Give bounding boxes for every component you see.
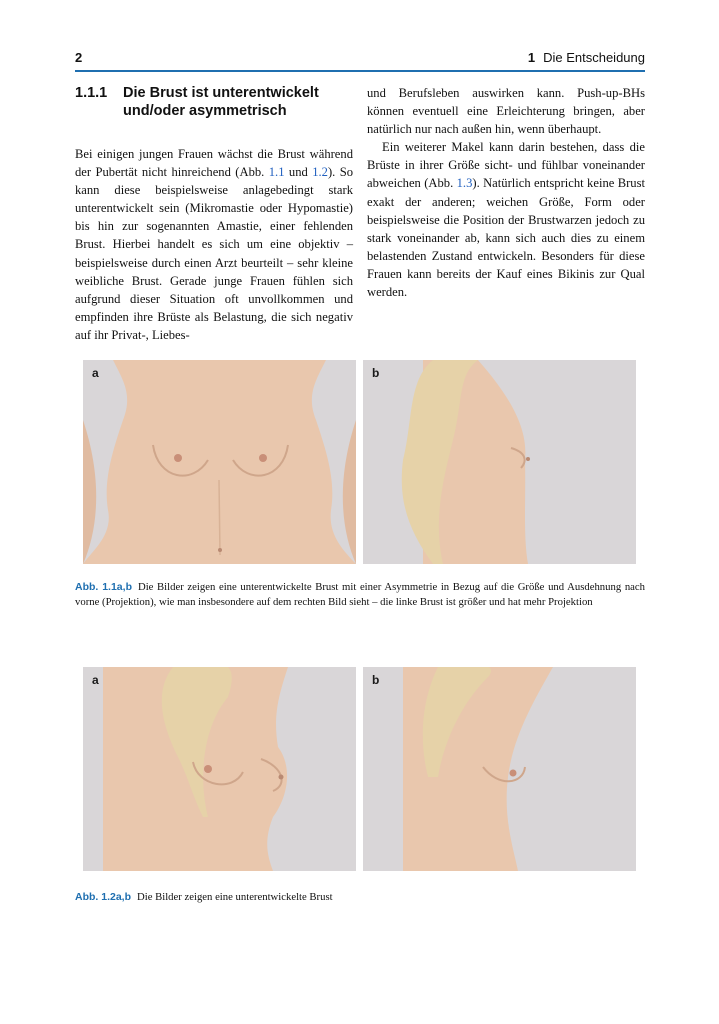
panel-label-b: b [372, 366, 380, 380]
photo-1-1a-frontal [83, 360, 356, 564]
figure-link-1-2[interactable]: 1.2 [312, 165, 328, 180]
section-heading [75, 84, 353, 120]
caption-1-2 [75, 890, 645, 905]
figure-link-1-3[interactable]: 1.3 [456, 176, 473, 191]
chapter-number: 1 [527, 50, 536, 65]
photo-1-1b-profile [363, 360, 636, 564]
caption-text: Die Bilder zeigen eine unterentwickelte Brust [137, 891, 333, 903]
left-text-column [75, 84, 353, 344]
figure-link-1-1[interactable]: 1.1 [268, 165, 285, 180]
paragraph-2: Ein weiterer Makel kann darin bestehen, dass die Brüste in ihrer Größe sicht- und fühlbar voneinander abweichen (Abb. 1.3). Natürlich entspricht keine Brust exakt der anderen; weichen Größe, Form oder beispielsweise die Position der Brustwarzen jedoch zu stark voneinander ab, kann sich auch dies zu einem belastenden Zustand entwickeln. Besonders für diese Frauen kann bereits der Kauf eines Bikinis zur Qual werden. [367, 140, 645, 300]
section-title: Die Brust ist unterentwickelt und/oder asymmetrisch [123, 85, 319, 119]
panel-label-a: a [92, 366, 99, 380]
paragraph-1: Bei einigen jungen Frauen wächst die Brust während der Pubertät nicht hinreichend (Abb. 1.1 und 1.2). So kann diese beispielsweise anlagebedingt stark unterentwickelt sein (Mikromastie oder Hypomastie) bis hin zur sogenannten Amastie, einer fehlenden Brust. Hierbei handelt es sich um eine objektiv – beispielsweise durch einen Arzt beurteilt – sehr kleine weibliche Brust. Gerade junge Frauen fühlen sich aufgrund dieser Situation oft unvollkommen und empfinden ihre Brüste als Belastung, die sich negativ auf ihr Privat-, Liebes- [75, 147, 354, 342]
page-number: 2 [75, 50, 83, 65]
figure-1-2 [83, 667, 636, 871]
photo-1-2a-oblique [83, 667, 356, 871]
page-header [75, 50, 645, 70]
section-number: 1.1.1 [75, 85, 108, 101]
caption-1-1 [75, 580, 645, 611]
right-text-column [367, 84, 645, 301]
caption-label: Abb. 1.2a,b [75, 891, 132, 903]
panel-label-b: b [372, 673, 380, 687]
running-head [528, 50, 645, 65]
caption-label: Abb. 1.1a,b [75, 581, 132, 593]
paragraph-1-continued: und Berufsleben auswirken kann. Push-up-BHs können eventuell eine Erleichterung bringen, aber natürlich nur nach außen hin, wenn überhaupt. [367, 86, 645, 137]
chapter-title: Die Entscheidung [543, 50, 645, 65]
header-rule [75, 70, 645, 72]
photo-1-2b-oblique [363, 667, 636, 871]
panel-label-a: a [92, 673, 99, 687]
figure-1-1 [83, 360, 636, 564]
caption-text: Die Bilder zeigen eine unterentwickelte Brust mit einer Asymmetrie in Bezug auf die Größe und Ausdehnung nach vorne (Projektion), wie man insbesondere auf dem rechten Bild sieht – die linke Brust ist größer und hat mehr Projektion [75, 581, 645, 609]
